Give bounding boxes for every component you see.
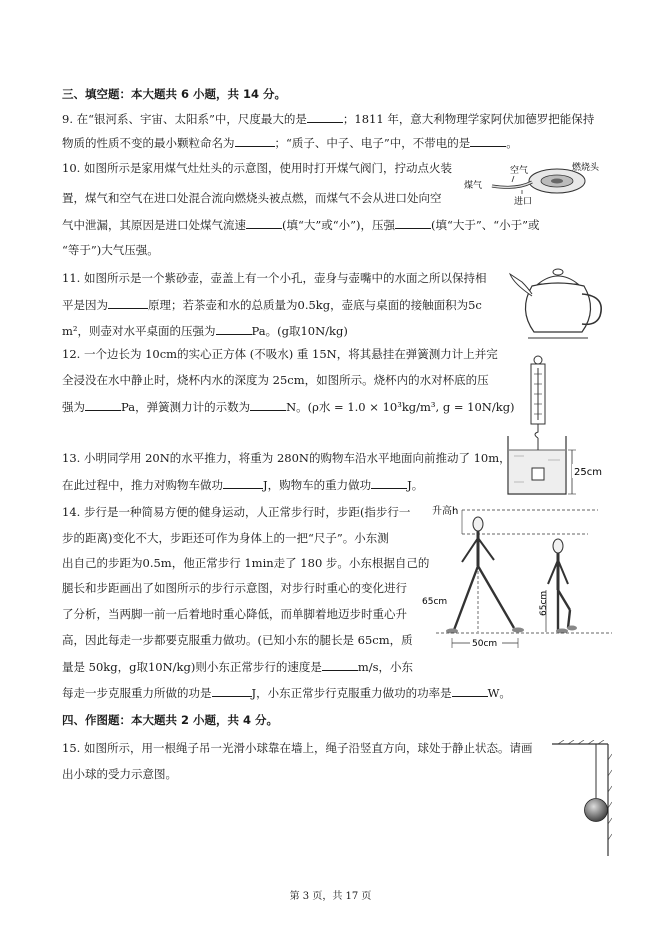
- q11-line1: 11. 如图所示是一个紫砂壶，壶盖上有一个小孔，壶身与壶嘴中的水面之所以保持相: [62, 271, 487, 285]
- teapot-figure: [508, 262, 608, 342]
- q11-line3: m²，则壶对水平桌面的压强为 Pa。(g取10N/kg): [62, 324, 348, 338]
- gas-stove-burner-figure: [462, 160, 607, 208]
- q10-line2: 置，煤气和空气在进口处混合流向燃烧头被点燃，而煤气不会从进口处向空: [62, 191, 442, 205]
- walking-diagram-figure: [418, 500, 614, 652]
- q13-blank2[interactable]: [371, 476, 407, 489]
- q14-blank3[interactable]: [452, 684, 488, 697]
- q11-blank2[interactable]: [216, 322, 252, 335]
- q12-line1: 12. 一个边长为 10cm的实心正方体 (不吸水) 重 15N，将其悬挂在弹簧测力计上并完: [62, 347, 498, 361]
- q14-line5: 了分析，当两脚一前一后着地时重心降低，而单脚着地迈步时重心升: [62, 607, 407, 621]
- q15-line2: 出小球的受力示意图。: [62, 767, 177, 781]
- fig-label-inlet: 进口: [514, 197, 533, 207]
- q11-blank1[interactable]: [108, 296, 148, 309]
- spring-scale-beaker-figure: [500, 352, 610, 502]
- section4-heading: 四、作图题：本大题共 2 小题，共 4 分。: [62, 713, 279, 727]
- q12-blank2[interactable]: [250, 398, 286, 411]
- q14-line7: 量是 50kg，g取10N/kg)则小东正常步行的速度是 m/s，小东: [62, 660, 414, 674]
- q10-line3: 气中泄漏，其原因是进口处煤气流速 (填“大”或“小”)，压强 (填“大于”、“小于”或: [62, 218, 540, 232]
- fig-label-leg2: 65cm: [539, 590, 549, 616]
- section3-heading: 三、填空题：本大题共 6 小题，共 14 分。: [62, 87, 287, 101]
- q14-line8: 每走一步克服重力所做的功是 J，小东正常步行克服重力做功的功率是 W。: [62, 686, 511, 700]
- q9-blank2[interactable]: [235, 134, 275, 147]
- q14-blank1[interactable]: [322, 658, 358, 671]
- q13-line1: 13. 小明同学用 20N的水平推力，将重为 280N的购物车沿水平地面向前推动了 10m，: [62, 451, 511, 465]
- q14-blank2[interactable]: [212, 684, 252, 697]
- q14-line6: 高，因此每走一步都要克服重力做功。(已知小东的腿长是 65cm，质: [62, 633, 413, 647]
- fig-label-gas: 煤气: [464, 181, 483, 191]
- fig-label-depth: 25cm: [574, 467, 602, 478]
- fig-label-burner: 燃烧头: [572, 163, 600, 173]
- q12-blank1[interactable]: [85, 398, 121, 411]
- fig-label-rise: 升高h: [432, 506, 459, 517]
- q9-line2: 物质的性质不变的最小颗粒命名为 ；“质子、中子、电子”中，不带电的是 。: [62, 136, 518, 150]
- q14-line3: 出自己的步距为0.5m，他正常步行 1min走了 180 步。小东根据自己的: [62, 556, 430, 570]
- q12-line3: 强为 Pa，弹簧测力计的示数为 N。(ρ水 = 1.0 × 10³kg/m³, g = 10N/kg): [62, 400, 515, 414]
- ball-wall-figure: [548, 740, 612, 858]
- fig-label-leg: 65cm: [422, 597, 448, 607]
- q14-line1: 14. 步行是一种简易方便的健身运动，人正常步行时，步距(指步行一: [62, 505, 411, 519]
- q13-blank1[interactable]: [223, 476, 263, 489]
- q10-blank1[interactable]: [246, 216, 282, 229]
- q9-blank3[interactable]: [470, 134, 506, 147]
- q14-line2: 步的距离)变化不大，步距还可作为身体上的一把“尺子”。小东测: [62, 531, 389, 545]
- q10-line4: “等于”)大气压强。: [62, 243, 159, 257]
- q14-line4: 腿长和步距画出了如图所示的步行示意图，对步行时重心的变化进行: [62, 581, 407, 595]
- q15-line1: 15. 如图所示，用一根绳子吊一光滑小球靠在墙上，绳子沿竖直方向，球处于静止状态。请画: [62, 741, 533, 755]
- q12-line2: 全浸没在水中静止时，烧杯内水的深度为 25cm，如图所示。烧杯内的水对杯底的压: [62, 373, 489, 387]
- q10-blank2[interactable]: [395, 216, 431, 229]
- q9-blank1[interactable]: [307, 110, 343, 123]
- fig-label-step: 50cm: [472, 639, 498, 649]
- q9-line1: 9. 在“银河系、宇宙、太阳系”中，尺度最大的是 ；1811 年，意大利物理学家阿伏加德罗把能保持: [62, 112, 595, 126]
- q11-line2: 平是因为 原理；若茶壶和水的总质量为0.5kg，壶底与桌面的接触面积为5c: [62, 298, 482, 312]
- q10-line1: 10. 如图所示是家用煤气灶灶头的示意图，使用时打开煤气阀门，拧动点火装: [62, 161, 452, 175]
- fig-label-air: 空气: [510, 166, 529, 176]
- q13-line2: 在此过程中，推力对购物车做功 J，购物车的重力做功 J。: [62, 478, 424, 492]
- page-footer: 第 3 页，共 17 页: [289, 891, 372, 902]
